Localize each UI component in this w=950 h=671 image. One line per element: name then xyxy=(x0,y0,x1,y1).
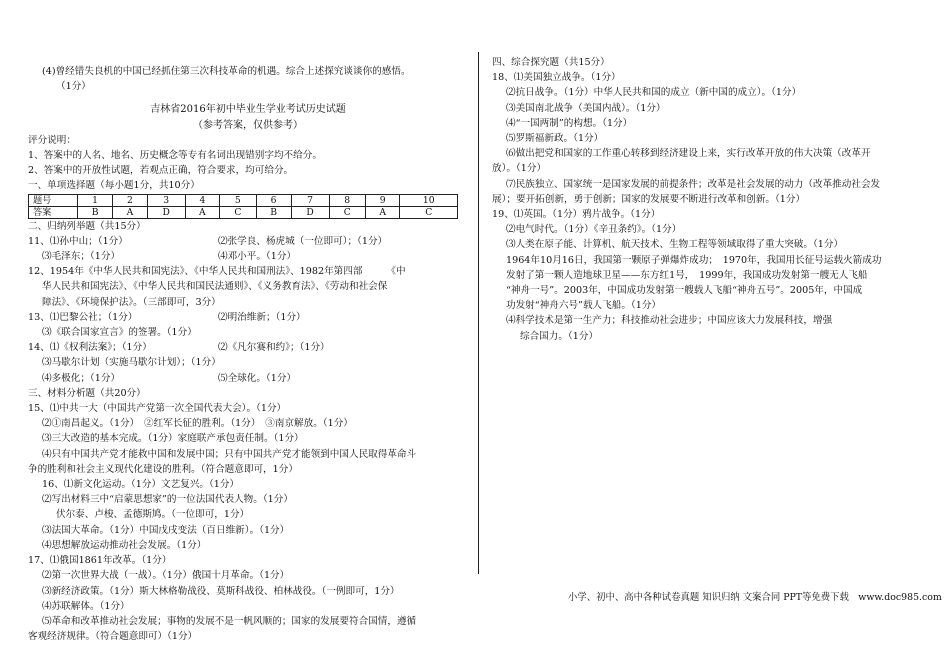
answer-text: 1964年10月16日，我国第一颗原子弹爆炸成功； 1970年，我国用长征号运载火箭成功 xyxy=(506,254,882,266)
answer-text: ⑵写出材料三中“启蒙思想家”的一位法国代表人物。（1分） xyxy=(42,494,293,506)
column-divider xyxy=(478,52,479,574)
table-cell: 3 xyxy=(147,194,185,206)
answer-text: 18、⑴美国独立战争。（1分） xyxy=(492,72,621,84)
table-row xyxy=(29,206,458,218)
table-cell: C xyxy=(400,206,458,218)
answer-text: ⑷科学技术是第一生产力；科技推动社会进步；中国应该大力发展科技，增强 xyxy=(506,315,833,327)
table-cell: A xyxy=(113,206,148,218)
answer-text: ⑸革命和改革推动社会发展；事物的发展不是一帆风顺的；国家的发展要符合国情，遵循 xyxy=(42,615,417,627)
answer-text: 15、⑴中共一大（中国共产党第一次全国代表大会）。（1分） xyxy=(28,403,287,415)
answer-text: ⑶新经济政策。（1分）斯大林格勒战役、莫斯科战役、柏林战役。（一例即可，1分） xyxy=(42,585,400,597)
text-line: (4)曾经错失良机的中国已经抓住第三次科技革命的机遇。综合上述探究谈谈你的感悟。 xyxy=(42,66,411,77)
answer-text: 发射了第一颗人造地球卫星——东方红1号， 1999年，我国成功发射第一艘无人飞船 xyxy=(506,269,868,281)
answer-text: ⑵电气时代。（1分）《辛丑条约》。（1分） xyxy=(506,224,682,236)
answer-text: ⑷邓小平。（1分） xyxy=(218,251,297,263)
text-line: 1、答案中的人名、地名、历史概念等专有名词出现错别字均不给分。 xyxy=(28,150,322,162)
answer-text: ⑵第一次世界大战（一战）。（1分）俄国十月革命。（1分） xyxy=(42,570,290,582)
section-heading: 一、单项选择题（每小题1分，共10分） xyxy=(28,180,200,192)
answer-table xyxy=(28,194,458,219)
answer-text: ⑵《凡尔赛和约》；（1分） xyxy=(218,342,330,354)
table-cell: A xyxy=(365,206,400,218)
table-cell: 9 xyxy=(365,194,400,206)
table-cell: 7 xyxy=(291,194,329,206)
answer-text: ⑵张学良、杨虎城（一位即可）；（1分） xyxy=(218,235,388,247)
table-cell: 2 xyxy=(113,194,148,206)
answer-text: ⑹做出把党和国家的工作重心转移到经济建设上来，实行改革开放的伟大决策（改革开 xyxy=(506,148,871,160)
answer-text: ⑺民族独立、国家统一是国家发展的前提条件；改革是社会发展的动力（改革推动社会发 xyxy=(506,178,881,190)
footer-watermark-text: 小学、初中、高中各种试卷真题 知识归纳 文案合同 PPT等免费下载 www.doc985.com xyxy=(568,592,942,603)
table-cell: A xyxy=(185,206,220,218)
answer-text: ⑶人类在原子能、计算机、航天技术、生物工程等领域取得了重大突破。（1分） xyxy=(506,239,844,251)
table-cell: B xyxy=(78,206,113,218)
answer-text: ⑶三大改造的基本完成。（1分）家庭联产承包责任制。（1分） xyxy=(42,433,304,445)
answer-text: 障法》、《环境保护法》。（三部即可，3分） xyxy=(42,296,221,308)
left-column xyxy=(28,64,468,644)
answer-text: ⑷思想解放运动推动社会发展。（1分） xyxy=(42,539,207,551)
answer-text: 伏尔泰、卢梭、孟德斯鸠。（一位即可，1分） xyxy=(56,509,250,521)
answer-text: ⑶毛泽东；（1分） xyxy=(42,251,121,263)
answer-text: ⑷多极化；（1分） xyxy=(42,372,121,384)
answer-text: ⑷“一国两制”的构想。（1分） xyxy=(506,117,633,129)
answer-text: 17、⑴俄国1861年改革。（1分） xyxy=(28,555,172,567)
right-column xyxy=(492,55,920,344)
table-cell: 6 xyxy=(256,194,291,206)
table-row xyxy=(29,194,458,206)
answer-text: ⑷只有中国共产党才能救中国和发展中国；只有中国共产党才能领到中国人民取得革命斗 xyxy=(42,448,417,460)
answer-text: ⑵抗日战争。（1分）中华人民共和国的成立（新中国的成立）。（1分） xyxy=(506,87,802,99)
answer-text: ⑶美国南北战争（美国内战）。（1分） xyxy=(506,102,666,114)
section-heading: 三、材料分析题（共20分） xyxy=(28,387,146,399)
answer-row xyxy=(28,371,468,386)
table-cell: 10 xyxy=(400,194,458,206)
answer-text: ⑵明治维新；（1分） xyxy=(218,311,306,323)
answer-text: 13、⑴巴黎公社；（1分） xyxy=(28,311,138,323)
answer-text: 客观经济规律。（符合题意即可）（1分） xyxy=(28,631,198,643)
answer-text: ⑷苏联解体。（1分） xyxy=(42,600,130,612)
answer-text: 争的胜利和社会主义现代化建设的胜利。（符合题意即可，1分） xyxy=(28,463,298,475)
answer-text: ⑶法国大革命。（1分）中国戊戌变法（百日维新）。（1分） xyxy=(42,524,290,536)
answer-text: 19、⑴英国。（1分）鸦片战争。（1分） xyxy=(492,209,661,221)
answer-text: 14、⑴《权利法案》；（1分） xyxy=(28,342,152,354)
table-cell: B xyxy=(256,206,291,218)
answer-text: 华人民共和国宪法》、《中华人民共和国民法通则》、《义务教育法》、《劳动和社会保 xyxy=(42,281,388,293)
table-cell: D xyxy=(147,206,185,218)
table-cell: C xyxy=(329,206,365,218)
answer-row xyxy=(28,310,468,325)
section-heading: 二、归纳列举题（共15分） xyxy=(28,220,146,232)
table-cell: 4 xyxy=(185,194,220,206)
text-line: （1分） xyxy=(56,81,91,93)
table-header-cell: 答案 xyxy=(29,206,78,218)
table-cell: 8 xyxy=(329,194,365,206)
page-subtitle: （参考答案，仅供参考） xyxy=(193,119,303,131)
table-header-cell: 题号 xyxy=(29,194,78,206)
answer-text: 放）。（1分） xyxy=(492,163,547,175)
answer-text: 展）；要开拓创新，勇于创新；国家的发展要不断进行改革和创新。（1分） xyxy=(492,193,806,205)
answer-text: ⑸全球化。（1分） xyxy=(218,372,297,384)
answer-text: ⑵①南昌起义。（1分） ②红军长征的胜利。（1分） ③南京解放。（1分） xyxy=(42,418,353,430)
text-line: 评分说明： xyxy=(28,134,76,146)
answer-text: 16、⑴新文化运动。（1分）文艺复兴。（1分） xyxy=(42,479,240,491)
answer-row xyxy=(28,234,468,249)
answer-text: “神舟一号”。2003年，中国成功发射第一艘载人飞船“神舟五号”。2005年，中国成 xyxy=(506,285,863,297)
answer-text: 12、1954年《中华人民共和国宪法》、《中华人民共和国刑法》、1982年第四部 《中 xyxy=(28,266,406,278)
answer-text: 综合国力。（1分） xyxy=(520,330,599,342)
table-cell: C xyxy=(220,206,256,218)
answer-text: ⑶马歇尔计划（实施马歇尔计划）；（1分） xyxy=(42,357,221,369)
table-cell: D xyxy=(291,206,329,218)
text-line: 2、答案中的开放性试题，若观点正确，符合要求，均可给分。 xyxy=(28,165,294,177)
answer-row xyxy=(28,249,468,264)
answer-text: 功发射“神舟六号”载人飞船。（1分） xyxy=(506,300,662,312)
table-cell: 5 xyxy=(220,194,256,206)
answer-text: ⑸罗斯福新政。（1分） xyxy=(506,133,604,145)
answer-text: ⑶《联合国家宣言》的签署。（1分） xyxy=(42,327,197,339)
section-heading: 四、综合探究题（共15分） xyxy=(492,57,610,68)
page-title: 吉林省2016年初中毕业生学业考试历史试题 xyxy=(150,104,346,116)
answer-text: 11、⑴孙中山；（1分） xyxy=(28,235,128,247)
table-cell: 1 xyxy=(78,194,113,206)
answer-row xyxy=(28,340,468,355)
